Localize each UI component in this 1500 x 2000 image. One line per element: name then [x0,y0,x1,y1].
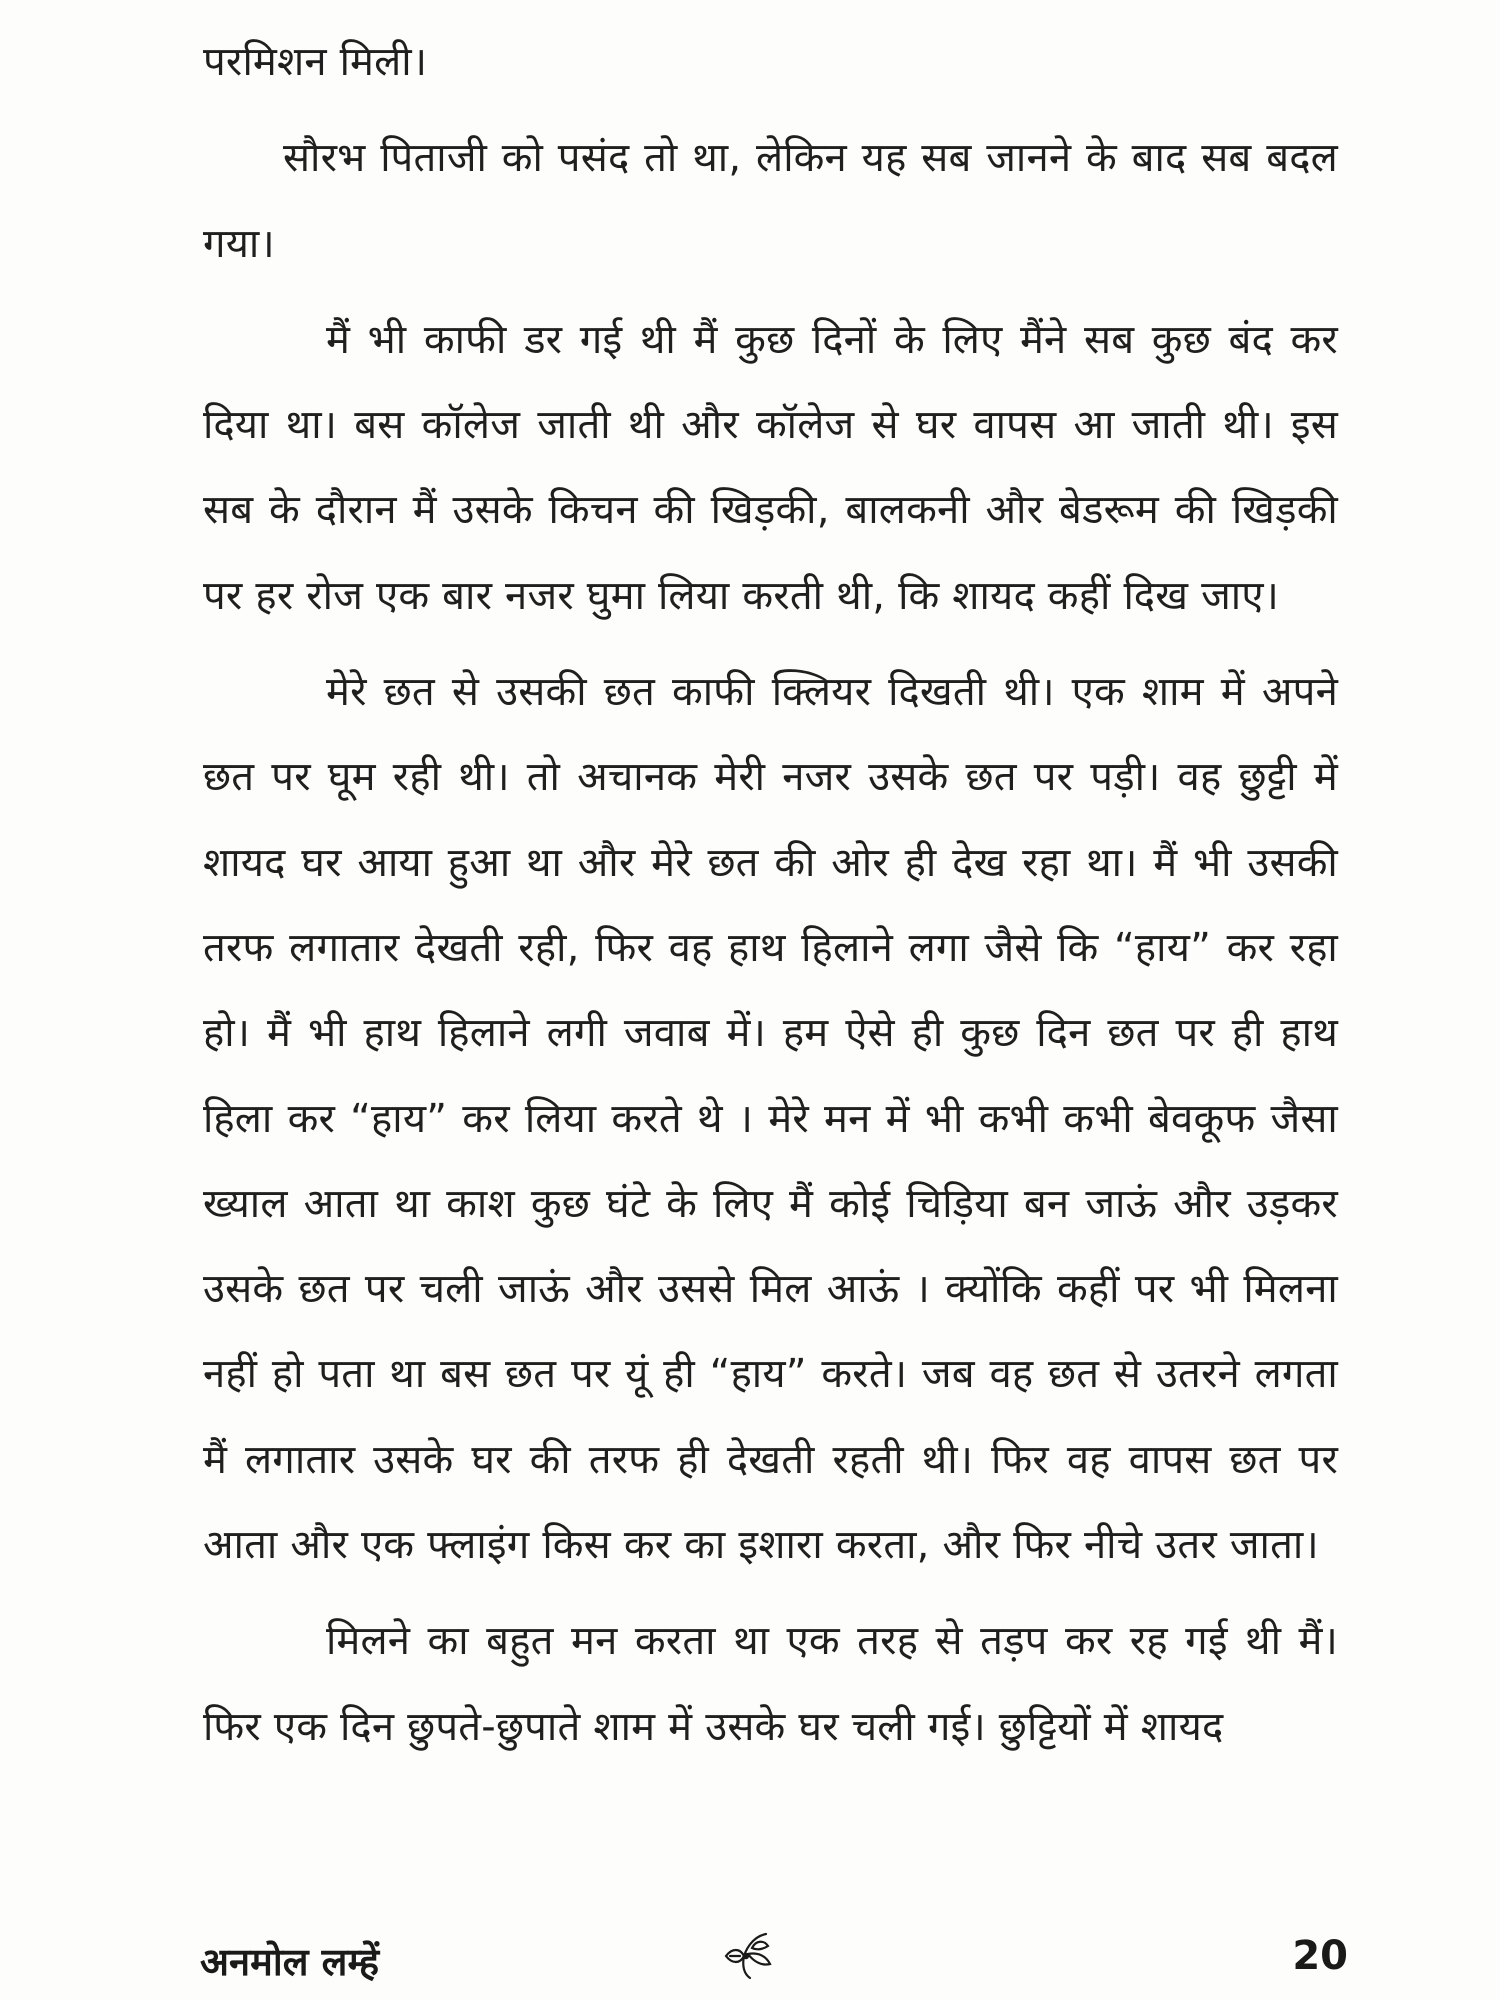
floral-ornament-icon [718,1926,776,1982]
paragraph-4: मेरे छत से उसकी छत काफी क्लियर दिखती थी। एक शाम में अपने छत पर घूम रही थी। तो अचानक मेरी नजर उसके छत पर पड़ी। वह छुट्टी में शायद घर आया हुआ था और मेरे छत की ओर ही देख रहा था। मैं भी उसकी तरफ लगातार देखती रही, फिर वह हाथ हिलाने लगा जैसे कि “हाय” कर रहा हो। मैं भी हाथ हिलाने लगी जवाब में। हम ऐसे ही कुछ दिन छत पर ही हाथ हिला कर “हाय” कर लिया करते थे । मेरे मन में भी कभी कभी बेवकूफ जैसा ख्याल आता था काश कुछ घंटे के लिए मैं कोई चिड़िया बन जाऊं और उड़कर उसके छत पर चली जाऊं और उससे मिल आऊं । क्योंकि कहीं पर भी मिलना नहीं हो पता था बस छत पर यूं ही “हाय” करते। जब वह छत से उतरने लगता मैं लगातार उसके घर की तरफ ही देखती रहती थी। फिर वह वापस छत पर आता और एक फ्लाइंग किस कर का इशारा करता, और फिर नीचे उतर जाता। [203,669,1338,1569]
page-number: 20 [1292,1933,1348,1979]
paragraph-1: परमिशन मिली। [203,39,428,85]
paragraph-3: मैं भी काफी डर गई थी मैं कुछ दिनों के लिए मैंने सब कुछ बंद कर दिया था। बस कॉलेज जाती थी और कॉलेज से घर वापस आ जाती थी। इस सब के दौरान मैं उसके किचन की खिड़की, बालकनी और बेडरूम की खिड़की पर हर रोज एक बार नजर घुमा लिया करती थी, कि शायद कहीं दिख जाए। [203,316,1338,619]
page-body [203,20,1338,1770]
book-title: अनमोल लम्हें [200,1940,380,1984]
paragraph-2: सौरभ पिताजी को पसंद तो था, लेकिन यह सब जानने के बाद सब बदल गया। [203,135,1338,267]
paragraph-5: मिलने का बहुत मन करता था एक तरह से तड़प कर रह गई थी मैं। फिर एक दिन छुपते-छुपाते शाम में उसके घर चली गई। छुट्टियों में शायद [203,1618,1338,1750]
